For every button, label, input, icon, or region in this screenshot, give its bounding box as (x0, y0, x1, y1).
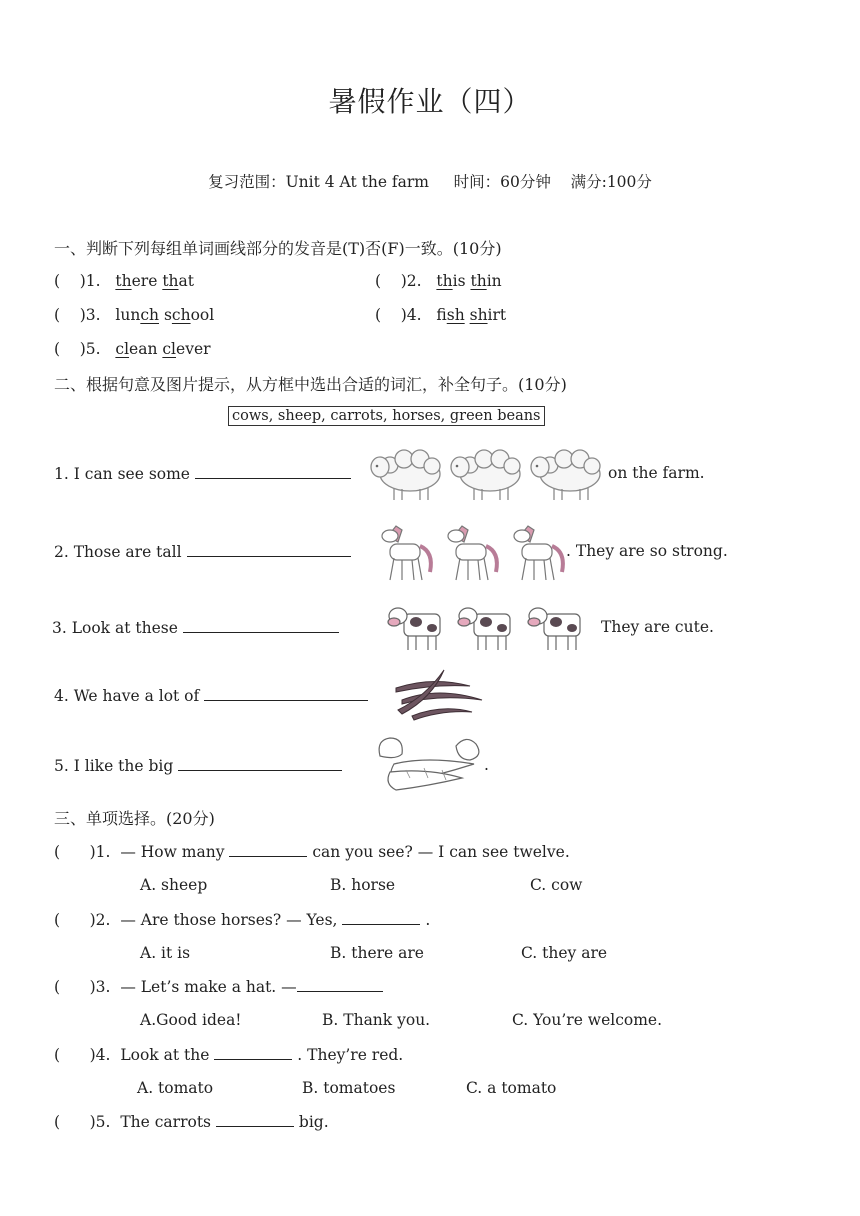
fill-item-4: 4. We have a lot of (54, 686, 368, 705)
answer-blank[interactable] (229, 842, 307, 857)
phonics-item-5: ( )5. clean clever (54, 340, 211, 358)
green-beans-illustration (392, 666, 488, 722)
choice-question-3: ( )3. — Let’s make a hat. — (54, 977, 383, 996)
fill-item-3: 3. Look at these (52, 618, 339, 637)
exam-time: 时间：60分钟 (453, 173, 551, 191)
fill-item-3-post: They are cute. (601, 618, 714, 636)
option-b[interactable]: B. Thank you. (322, 1011, 431, 1029)
option-a[interactable]: A.Good idea! (140, 1011, 242, 1029)
phonics-item-2: ( )2. this thin (375, 272, 502, 290)
option-c[interactable]: C. cow (530, 876, 583, 894)
option-c[interactable]: C. they are (521, 944, 608, 962)
choice-question-1: ( )1. — How many can you see? — I can see twelve. (54, 843, 570, 861)
option-a[interactable]: A. it is (140, 944, 191, 962)
exam-meta (0, 170, 860, 192)
review-scope: 复习范围：Unit 4 At the farm (208, 173, 429, 191)
section-2-heading: 二、根据句意及图片提示，从方框中选出合适的词汇，补全句子。(10分) (54, 375, 567, 394)
fill-item-2-post: . They are so strong. (566, 542, 728, 560)
fill-item-1: 1. I can see some (54, 464, 351, 483)
answer-blank[interactable] (342, 910, 420, 925)
answer-blank[interactable] (178, 756, 342, 771)
answer-blank[interactable] (195, 464, 351, 479)
answer-blank[interactable] (183, 618, 339, 633)
option-a[interactable]: A. sheep (140, 876, 208, 894)
answer-blank[interactable] (216, 1112, 294, 1127)
option-c[interactable]: C. You’re welcome. (512, 1011, 663, 1029)
cows-illustration (386, 598, 586, 654)
choice-question-5: ( )5. The carrots big. (54, 1113, 329, 1131)
choice-question-2: ( )2. — Are those horses? — Yes, . (54, 911, 431, 929)
full-score: 满分:100分 (570, 173, 652, 191)
option-b[interactable]: B. horse (330, 876, 396, 894)
option-b[interactable]: B. there are (330, 944, 424, 962)
fill-item-5: 5. I like the big (54, 756, 342, 775)
phonics-item-1: ( )1. there that (54, 272, 195, 290)
fill-item-2: 2. Those are tall (54, 542, 351, 561)
fill-item-1-post: on the farm. (608, 464, 705, 482)
answer-blank[interactable] (297, 977, 383, 992)
sheep-illustration (368, 440, 606, 504)
phonics-item-3: ( )3. lunch school (54, 306, 215, 324)
answer-blank[interactable] (204, 686, 368, 701)
page-title: 暑假作业（四） (328, 85, 532, 118)
option-b[interactable]: B. tomatoes (302, 1079, 396, 1097)
option-c[interactable]: C. a tomato (466, 1079, 557, 1097)
choice-question-4: ( )4. Look at the . They’re red. (54, 1046, 404, 1064)
word-box: cows, sheep, carrots, horses, green beans (228, 406, 545, 426)
answer-blank[interactable] (214, 1045, 292, 1060)
phonics-item-4: ( )4. fish shirt (375, 306, 507, 324)
horses-illustration (372, 518, 568, 586)
section-3-heading: 三、单项选择。(20分) (54, 809, 215, 828)
carrots-illustration (376, 734, 486, 792)
answer-blank[interactable] (187, 542, 351, 557)
fill-item-5-post: . (484, 756, 489, 774)
option-a[interactable]: A. tomato (137, 1079, 214, 1097)
section-1-heading: 一、判断下列每组单词画线部分的发音是(T)否(F)一致。(10分) (54, 239, 502, 258)
